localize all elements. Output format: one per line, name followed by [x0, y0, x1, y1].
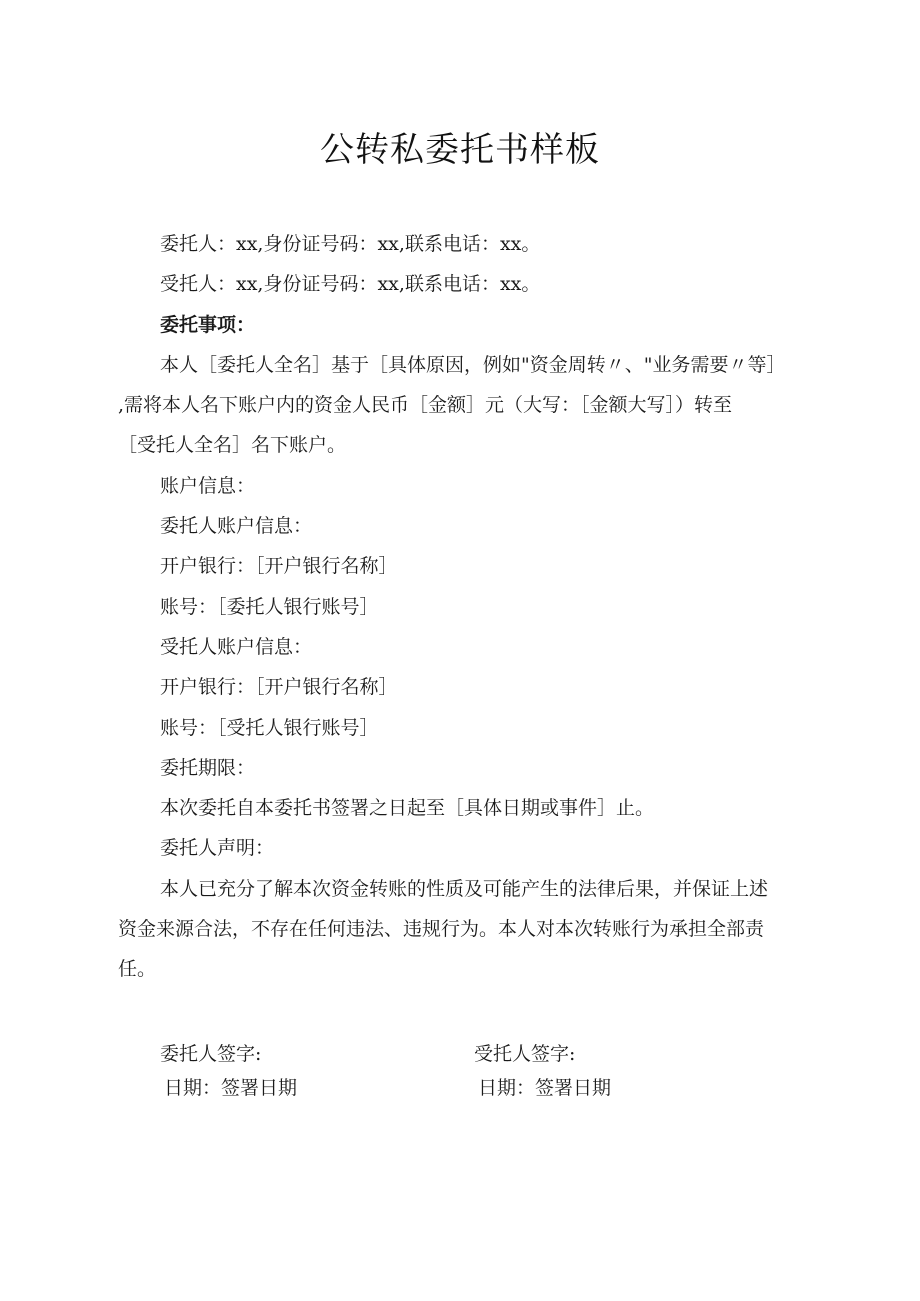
- principal-info: 委托人：xx,身份证号码：xx,联系电话：xx。: [160, 233, 541, 255]
- document-title: 公转私委托书样板: [320, 130, 600, 170]
- principal-signature-label: 委托人签字:: [160, 1043, 262, 1065]
- account-heading: 账户信息：: [160, 474, 256, 497]
- declaration-line-1: 本人已充分了解本次资金转账的性质及可能产生的法律后果，并保证上述: [160, 877, 769, 900]
- agent-date-label: 日期：签署日期: [478, 1077, 612, 1099]
- principal-account-number: 账号：［委托人银行账号］: [160, 595, 379, 618]
- matters-heading: 委托事项：: [160, 313, 256, 336]
- principal-date-label: 日期：签署日期: [164, 1077, 298, 1099]
- principal-account-heading: 委托人账户信息：: [160, 515, 313, 538]
- agent-account-heading: 受托人账户信息：: [160, 635, 313, 658]
- agent-bank: 开户银行：［开户银行名称］: [160, 676, 398, 699]
- agent-signature-label: 受托人签字:: [474, 1043, 576, 1065]
- agent-account-number: 账号：［受托人银行账号］: [160, 716, 379, 739]
- principal-bank: 开户银行：［开户银行名称］: [160, 555, 398, 578]
- matters-line-1: 本人［委托人全名］基于［具体原因，例如"资金周转〃、"业务需要〃等］: [160, 353, 786, 376]
- agent-info: 受托人：xx,身份证号码：xx,联系电话：xx。: [160, 273, 541, 296]
- matters-line-2: ,需将本人名下账户内的资金人民币［金额］元（大写：［金额大写］）转至: [118, 394, 733, 417]
- declaration-line-3: 任。: [118, 958, 157, 981]
- term-text: 本次委托自本委托书签署之日起至［具体日期或事件］止。: [160, 797, 655, 820]
- declaration-line-2: 资金来源合法，不存在任何违法、违规行为。本人对本次转账行为承担全部责: [118, 918, 765, 941]
- matters-line-3: ［受托人全名］名下账户。: [118, 434, 347, 457]
- document-body: [118, 224, 808, 990]
- declaration-heading: 委托人声明：: [160, 837, 275, 860]
- term-heading: 委托期限：: [160, 756, 256, 779]
